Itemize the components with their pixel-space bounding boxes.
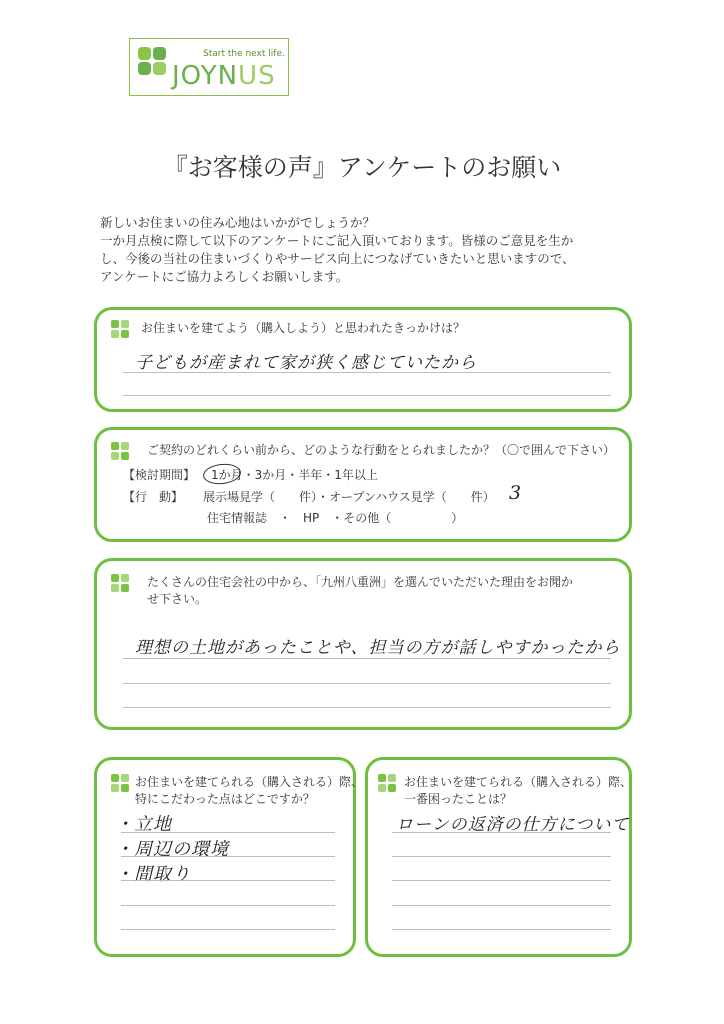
logo-leaf-icon <box>153 47 166 60</box>
question-text: ご契約のどれくらい前から、どのような行動をとられましたか？（〇で囲んで下さい） <box>147 443 616 457</box>
question-box-difficulties <box>365 757 632 957</box>
period-label: 【検討期間】 <box>123 468 196 482</box>
logo-leaf-icon <box>138 47 151 60</box>
page-title: 『お客様の声』アンケートのお願い <box>162 153 562 182</box>
writing-line <box>123 395 611 396</box>
question-line: お住まいを建てられる（購入される）際、 <box>135 775 364 789</box>
handwritten-answer-item: ・立地 <box>115 814 172 835</box>
logo-word-tail: US <box>238 61 276 91</box>
writing-line <box>392 832 611 833</box>
handwritten-answer: 理想の土地があったことや、担当の方が話しやすかったから <box>135 638 621 658</box>
intro-text <box>100 214 660 286</box>
handwritten-answer-item: ・周辺の環境 <box>115 839 229 860</box>
logo-leaf-icon <box>138 62 151 75</box>
question-line: お住まいを建てられる（購入される）際、 <box>404 775 633 789</box>
handwritten-answer: ローンの返済の仕方について <box>396 815 630 835</box>
clover-icon <box>111 574 131 594</box>
clover-icon <box>378 774 398 794</box>
action-options-line1: 展示場見学（ 件）・オープンハウス見学（ 件） <box>203 490 495 504</box>
question-line: 一番困ったことは？ <box>404 792 513 806</box>
writing-line <box>121 832 335 833</box>
intro-line: アンケートにご協力よろしくお願いします。 <box>100 269 349 284</box>
question-text: お住まいを建てよう（購入しよう）と思われたきっかけは？ <box>141 321 466 335</box>
writing-line <box>392 929 611 930</box>
writing-line <box>123 658 611 659</box>
question-box-timeline <box>94 427 632 542</box>
question-text <box>404 774 632 808</box>
clover-icon <box>111 442 131 462</box>
question-box-motivation <box>94 307 632 412</box>
writing-line <box>121 880 335 881</box>
question-text <box>135 774 363 808</box>
writing-line <box>121 905 335 906</box>
open-house-count: 3 <box>509 482 523 504</box>
question-line: たくさんの住宅会社の中から、「九州八重洲」を選んでいただいた理由をお聞か <box>147 575 574 589</box>
intro-line: し、今後の当社の住まいづくりやサービス向上につなげていきたいと思いますので、 <box>100 251 575 266</box>
logo-tagline: Start the next life. <box>203 49 285 59</box>
logo-leaf-icon <box>153 62 166 75</box>
question-text <box>147 574 573 608</box>
action-options-line2: 住宅情報誌 ・ HP ・その他（ ） <box>207 511 464 525</box>
question-box-priorities <box>94 757 364 957</box>
logo-word-main: JOYN <box>172 61 239 91</box>
writing-line <box>121 856 335 857</box>
handwritten-answer: 子どもが産まれて家が狭く感じていたから <box>135 353 477 373</box>
writing-line <box>123 707 611 708</box>
writing-line <box>392 905 611 906</box>
writing-line <box>392 880 611 881</box>
action-label: 【行 動】 <box>123 490 184 504</box>
period-options: 1か月・3か月・半年・1年以上 <box>211 468 378 482</box>
logo-wordmark <box>172 61 276 91</box>
joynus-logo <box>129 38 289 96</box>
question-box-reason <box>94 558 632 730</box>
clover-icon <box>111 774 131 794</box>
question-line: 特にこだわった点はどこですか？ <box>135 792 315 806</box>
clover-icon <box>111 320 131 340</box>
writing-line <box>392 856 611 857</box>
writing-line <box>123 372 611 373</box>
intro-line: 一か月点検に際して以下のアンケートにご記入頂いております。皆様のご意見を生か <box>100 233 574 248</box>
intro-line: 新しいお住まいの住み心地はいかがでしょうか？ <box>100 215 376 230</box>
handwritten-answer-item: ・間取り <box>115 864 191 885</box>
writing-line <box>121 929 335 930</box>
writing-line <box>123 683 611 684</box>
question-line: せ下さい。 <box>147 592 208 606</box>
